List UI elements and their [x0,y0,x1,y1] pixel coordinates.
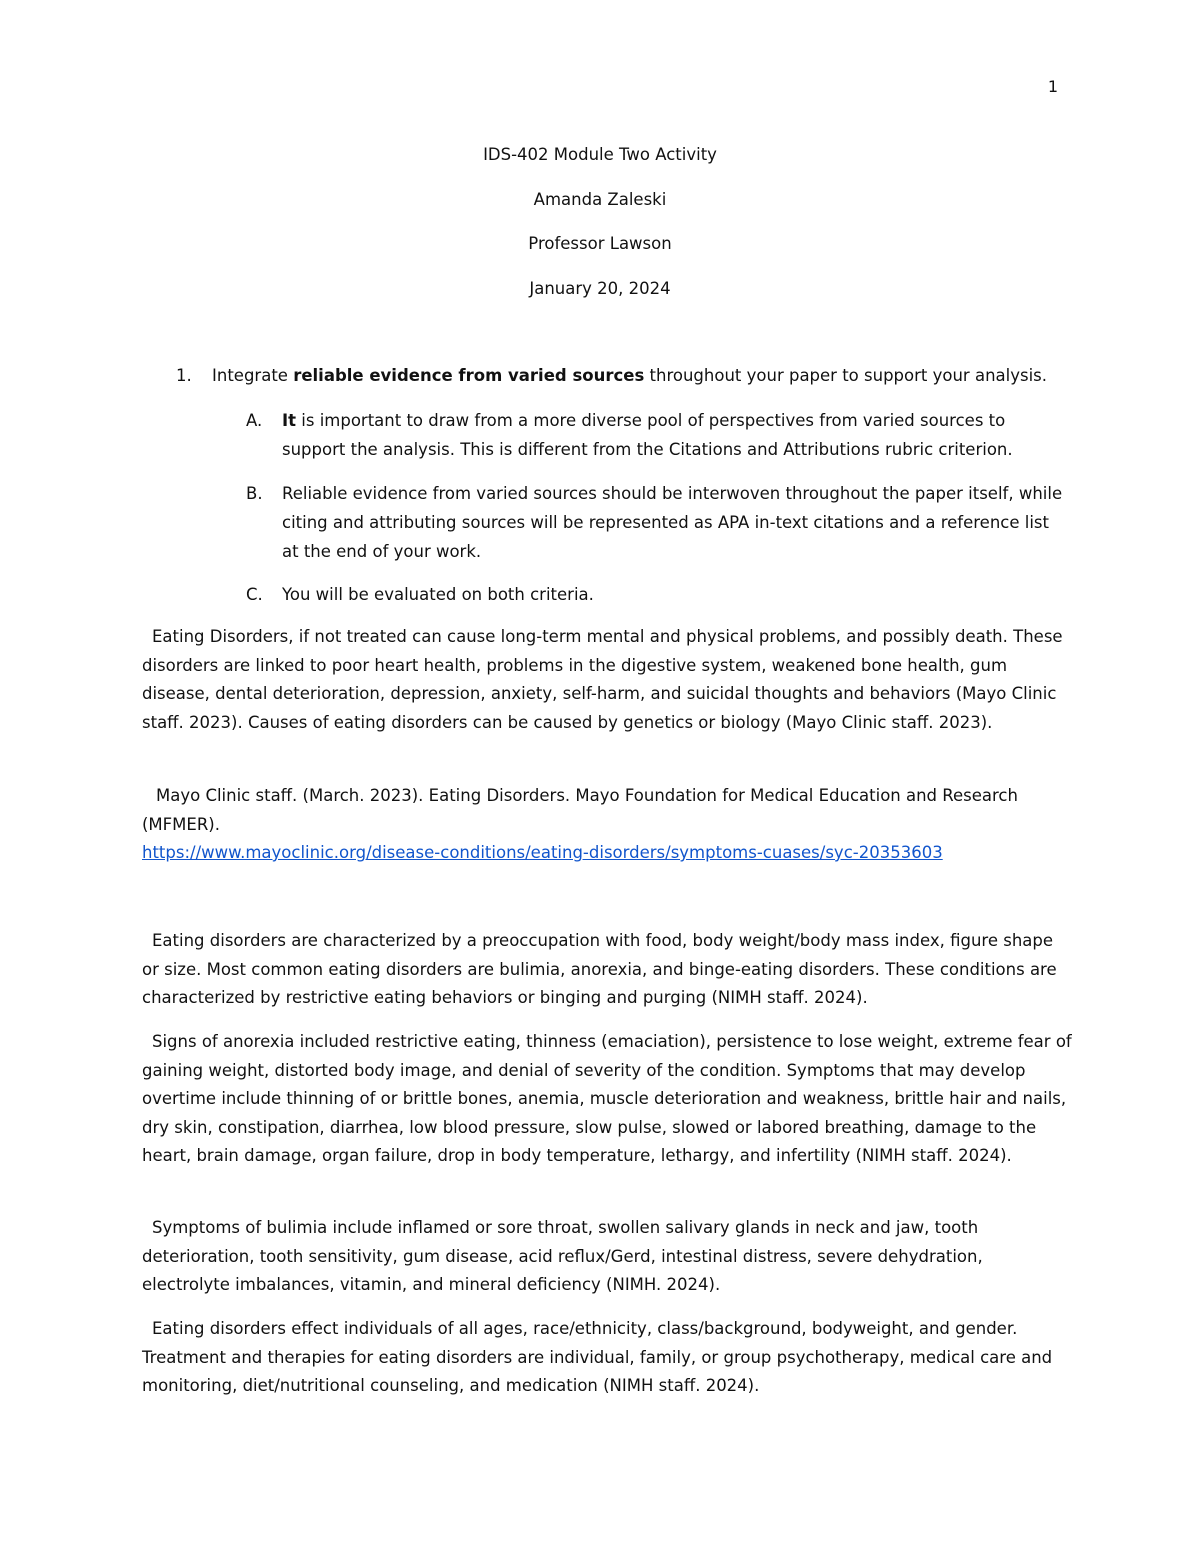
paragraph-anorexia [142,1028,1072,1171]
course-title: IDS-402 Module Two Activity [483,145,717,164]
title-block [0,144,1200,322]
reference-entry [142,782,1072,868]
reference-link[interactable]: https://www.mayoclinic.org/disease-conditions/eating-disorders/symptoms-cuases/syc-20353603 [142,843,943,862]
reference-text: Mayo Clinic staff. (March. 2023). Eating Disorders. Mayo Foundation for Medical Education and Research (MFMER). [142,786,1018,834]
document-date: January 20, 2024 [529,278,671,298]
sub-item-text: is important to draw from a more diverse pool of perspectives from varied sources to support the analysis. This is different from the Citations and Attributions rubric criterion. [282,411,1013,459]
author-name: Amanda Zaleski [533,189,667,209]
paragraph-text: Eating disorders are characterized by a preoccupation with food, body weight/body mass index, figure shape or size. Most common eating disorders are bulimia, anorexia, and binge-eating disorders. These conditions are characterized by restrictive eating behaviors or binging and purging (NIMH staff. 2024). [142,931,1057,1007]
list-number: 1. [176,366,192,385]
paragraph-text: Eating Disorders, if not treated can cause long-term mental and physical problems, and possibly death. These disorders are linked to poor heart health, problems in the digestive system, weakened bone health, gum disease, dental deterioration, depression, anxiety, self-harm, and suicidal thoughts and behaviors (Mayo Clinic staff. 2023). Causes of eating disorders can be caused by genetics or biology (Mayo Clinic staff. 2023). [142,627,1063,732]
paragraph-consequences [142,623,1072,737]
paragraph-treatment [142,1315,1072,1401]
page-number: 1 [1047,77,1058,96]
sub-item-letter: C. [246,585,263,604]
paragraph-text: Signs of anorexia included restrictive eating, thinness (emaciation), persistence to lose weight, extreme fear of gaining weight, distorted body image, and denial of severity of the condition. Symptoms that may develop overtime include thinning of or brittle bones, anemia, muscle deterioration and weakness, brittle hair and nails, dry skin, constipation, diarrhea, low blood pressure, slow pulse, slowed or labored breathing, damage to the heart, brain damage, organ failure, drop in body temperature, lethargy, and infertility (NIMH staff. 2024). [142,1032,1072,1165]
paragraph-text: Eating disorders effect individuals of all ages, race/ethnicity, class/background, bodyweight, and gender. Treatment and therapies for eating disorders are individual, family, or group psychotherapy, medical care and monitoring, diet/nutritional counseling, and medication (NIMH staff. 2024). [142,1319,1053,1395]
sub-item-a [246,406,1066,464]
instruction-item-1 [176,365,1076,387]
sub-item-text: Reliable evidence from varied sources should be interwoven throughout the paper itself, while citing and attributing sources will be represented as APA in-text citations and a reference list at the end of your work. [282,484,1063,561]
sub-item-b [246,479,1066,566]
instruction-bold: reliable evidence from varied sources [293,366,645,385]
sub-item-c [246,580,1066,609]
paragraph-bulimia [142,1214,1072,1300]
sub-item-bold: It [282,411,297,430]
paragraph-text: Symptoms of bulimia include inflamed or sore throat, swollen salivary glands in neck and jaw, tooth deterioration, tooth sensitivity, gum disease, acid reflux/Gerd, intestinal distress, severe dehydration, electrolyte imbalances, vitamin, and mineral deficiency (NIMH. 2024). [142,1218,983,1294]
instruction-suffix: throughout your paper to support your analysis. [644,366,1048,385]
instruction-prefix: Integrate [212,366,294,385]
professor-name: Professor Lawson [528,234,672,253]
sub-item-letter: B. [246,484,263,503]
sub-item-letter: A. [246,411,263,430]
sub-item-text: You will be evaluated on both criteria. [282,585,594,604]
paragraph-characteristics [142,927,1072,1013]
